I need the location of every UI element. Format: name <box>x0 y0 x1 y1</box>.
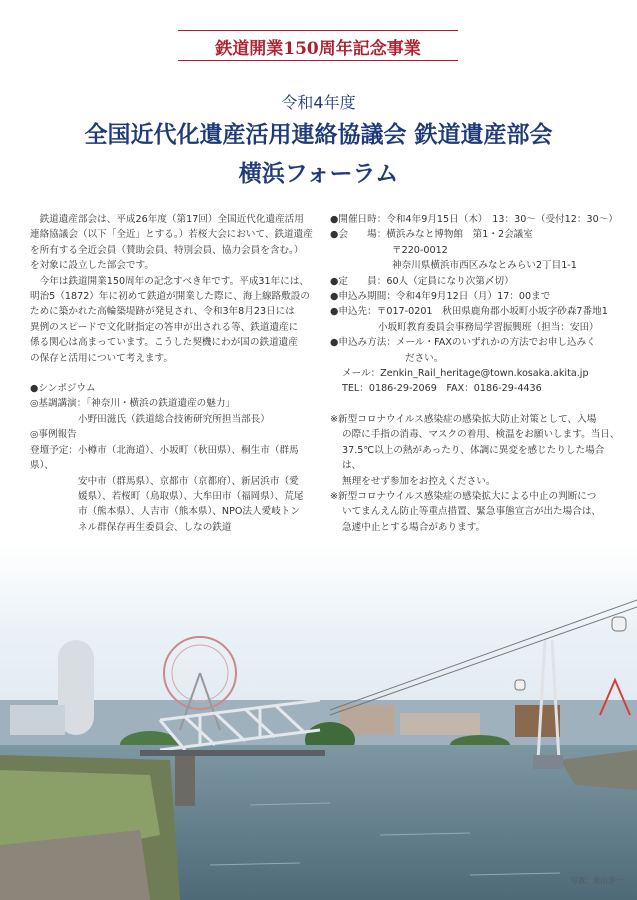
intro-line: の保存と活用について考えます。 <box>30 352 173 364</box>
venue-postcode: 〒220-0012 <box>392 244 448 256</box>
reports-label: ◎事例報告 <box>30 429 77 441</box>
reports-line: ネル群保存再生委員会、しなの鉄道 <box>78 521 232 533</box>
intro-line: 明治5（1872）年に初めて鉄道が開業した際に、海上線路敷設の <box>30 291 310 303</box>
intro-paragraph <box>30 212 320 366</box>
left-column <box>30 212 320 535</box>
banner-rule-bottom <box>178 60 458 61</box>
commemorative-banner: 鉄道開業150周年記念事業 <box>215 39 421 59</box>
intro-line: 連絡協議会（以下「全近」とする。）若桜大会において、鉄道遺産 <box>30 229 313 241</box>
intro-line: を対象に設立した部会です。 <box>30 260 154 272</box>
fiscal-year: 令和4年度 <box>281 93 356 112</box>
keynote-speaker: 小野田滋氏（鉄道総合技術研究所担当部長） <box>78 413 270 425</box>
note-line: 無理をせず参加をお控えください。 <box>342 475 496 487</box>
page-title: 全国近代化遺産活用連絡協議会 鉄道遺産部会 <box>84 122 553 148</box>
application-method-cont: ださい。 <box>405 352 444 364</box>
harbor-scene-illustration <box>0 545 637 900</box>
intro-line: 今年は鉄道開業150周年の記念すべき年です。平成31年には、 <box>30 275 309 287</box>
keynote-label: ◎基調講演：「神奈川・横浜の鉄道遺産の魅力」 <box>30 398 236 410</box>
intro-line: 異例のスピードで文化財指定の答申が出される等、鉄道遺産に <box>30 321 299 333</box>
contact-email[interactable]: メール：Zenkin_Rail_heritage@town.kosaka.akita.jp <box>342 368 589 380</box>
intro-line: を所有する全近会員（賛助会員、特別会員、協力会員を含む。） <box>30 244 304 256</box>
reports-line: 安中市（群馬県）、京都市（京都府）、新居浜市（愛 <box>78 475 299 487</box>
banner-rule-top <box>178 30 458 31</box>
note-line: ※新型コロナウイルス感染症の感染拡大防止対策として、入場 <box>330 413 597 425</box>
event-capacity: ●定 員：60人（定員になり次第〆切） <box>330 275 514 287</box>
reports-line: 登壇予定：小樽市（北海道）、小坂町（秋田県）、桐生市（群馬県）、 <box>30 444 299 472</box>
reports-line: 媛県）、若桜町（鳥取県）、大牟田市（福岡県）、荒尾 <box>78 490 304 502</box>
note-line: いてまんえん防止等重点措置、緊急事態宣言が出た場合は、 <box>342 506 602 518</box>
photo-credit: 写真：米山淳一 <box>570 876 623 885</box>
event-datetime: ●開催日時：令和4年9月15日（木） 13：30～（受付12：30～） <box>330 214 618 225</box>
intro-line: 鉄道遺産部会は、平成26年度（第17回）全国近代化遺産活用 <box>30 214 304 225</box>
application-office: 小坂町教育委員会事務局学習振興班（担当：安田） <box>378 321 599 333</box>
event-venue: ●会 場：横浜みなと博物館 第1・2会議室 <box>330 229 533 241</box>
note-line: の際に手指の消毒、マスクの着用、検温をお願いします。当日、 <box>342 429 620 441</box>
intro-line: 係る関心は高まっています。こうした契機にわが国の鉄道遺産 <box>30 337 298 349</box>
note-line: ※新型コロナウイルス感染症の感染拡大による中止の判断につ <box>330 490 597 502</box>
harbor-photo <box>0 545 637 900</box>
intro-line: ために築かれた高輪築堤跡が発見され、令和3年8月23日には <box>30 306 295 318</box>
note-line: 37.5℃以上の熱があったり、体調に異変を感じたりした場合は、 <box>342 444 605 472</box>
venue-address: 神奈川県横浜市西区みなとみらい2丁目1-1 <box>392 260 577 272</box>
note-line: 急遽中止とする場合があります。 <box>342 521 486 533</box>
reports-line: 市（熊本県）、人吉市（熊本県）、NPO法人愛岐トン <box>78 506 300 518</box>
application-destination: ●申込先：〒017-0201 秋田県鹿角郡小坂町小坂字砂森7番地1 <box>330 306 608 318</box>
application-method: ●申込み方法：メール・FAXのいずれかの方法でお申し込みく <box>330 337 596 349</box>
right-column <box>330 212 620 535</box>
symposium-heading: ●シンポジウム <box>30 383 96 395</box>
application-period: ●申込み期間：令和4年9月12日（月）17：00まで <box>330 291 551 303</box>
contact-phone-fax: TEL：0186-29-2069 FAX：0186-29-4436 <box>342 383 542 395</box>
page-subtitle: 横浜フォーラム <box>238 161 399 187</box>
